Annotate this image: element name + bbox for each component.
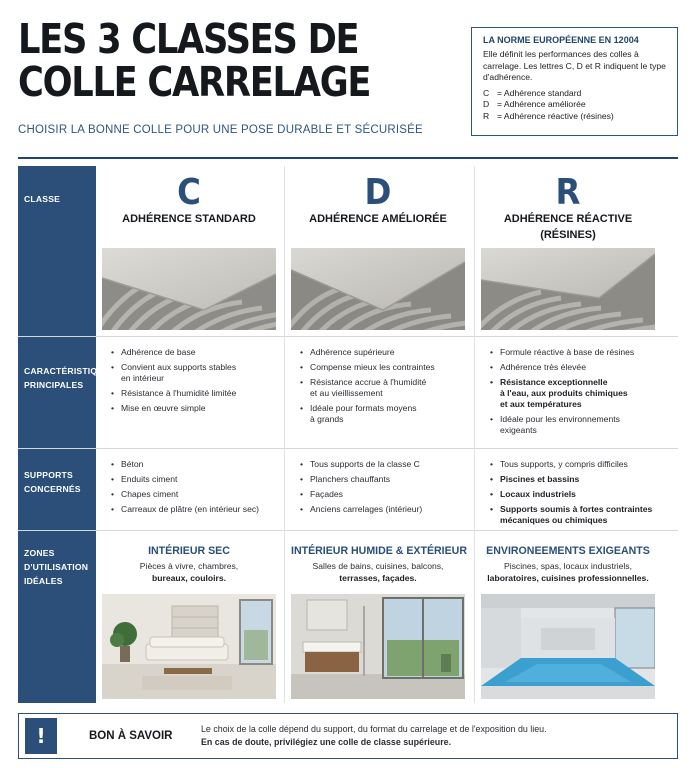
zone-line: Piscines, spas, locaux industriels, <box>503 561 632 571</box>
zone-title: ENVIRONEEMENTS EXIGEANTS <box>486 545 650 557</box>
zone-line-bold: terrasses, façades. <box>339 573 417 583</box>
zone-line: Salles de bains, cuisines, balcons, <box>312 561 444 571</box>
support-item: • Planchers chauffants <box>299 474 469 485</box>
row-label-caracteristiques: CARACTÉRISTIQUES PRINCIPALES <box>24 366 116 390</box>
row-label-supports: SUPPORTS CONCERNÉS <box>24 470 81 494</box>
feature-item: • Idéale pour formats moyens à grands <box>299 403 469 425</box>
feature-item: • Mise en œuvre simple <box>110 403 280 414</box>
footer-line-1: Le choix de la colle dépend du support, du format du carrelage et de l'exposition du lieu. <box>201 724 547 734</box>
zone-line-bold: laboratoires, cuisines professionnelles. <box>487 573 649 583</box>
class-column-c <box>102 166 292 703</box>
living-room-photo <box>102 594 276 699</box>
norm-description: Elle définit les performances des colles à carrelage. Les lettres C, D et R indiquent le type d'adhérence. <box>483 49 666 82</box>
zone-description <box>481 560 655 584</box>
title-line-2: COLLE CARRELAGE <box>18 58 371 106</box>
feature-item: • Compense mieux les contraintes <box>299 362 469 373</box>
class-letter: R <box>555 172 581 213</box>
norm-item-letter: C <box>483 88 490 99</box>
tile-adhesive-illustration <box>291 248 465 330</box>
support-item: • Tous supports, y compris difficiles <box>489 459 659 470</box>
feature-item: • Adhérence de base <box>110 347 280 358</box>
feature-item: • Convient aux supports stables en intérieur <box>110 362 280 384</box>
feature-item: • Résistance à l'humidité limitée <box>110 388 280 399</box>
zone-description <box>102 560 276 584</box>
class-column-d <box>291 166 481 703</box>
class-column-r <box>481 166 671 703</box>
class-letter: D <box>364 172 392 213</box>
feature-item: • Adhérence supérieure <box>299 347 469 358</box>
norm-item-letter: D <box>483 99 490 110</box>
features-list <box>489 347 659 440</box>
zone-line-bold: bureaux, couloirs. <box>151 573 227 583</box>
support-item: • Supports soumis à fortes contraintes mécaniques ou chimiques <box>489 504 659 526</box>
bathroom-photo <box>291 594 465 699</box>
feature-item: • Résistance exceptionnelle à l'eau, aux produits chimiques et aux températures <box>489 377 659 410</box>
row-label-zones: ZONES D'UTILISATION IDÉALES <box>24 548 89 586</box>
feature-item: • Formule réactive à base de résines <box>489 347 659 358</box>
feature-item: • Idéale pour les environnements exigeants <box>489 414 659 436</box>
info-footer <box>18 713 678 759</box>
class-name: ADHÉRENCE AMÉLIORÉE <box>309 213 447 225</box>
support-item: • Enduits ciment <box>110 474 280 485</box>
support-item: • Façades <box>299 489 469 500</box>
zone-title: INTÉRIEUR HUMIDE & EXTÉRIEUR <box>291 545 467 557</box>
norm-info-box <box>471 27 678 136</box>
support-item: • Carreaux de plâtre (en intérieur sec) <box>110 504 280 515</box>
norm-item <box>483 88 666 99</box>
support-item: • Chapes ciment <box>110 489 280 500</box>
features-list <box>110 347 280 418</box>
class-name: ADHÉRENCE STANDARD <box>122 213 256 225</box>
support-item: • Piscines et bassins <box>489 474 659 485</box>
classes-table <box>18 166 678 703</box>
row-label-classe: CLASSE <box>24 194 61 204</box>
supports-list <box>489 459 659 530</box>
footer-text <box>201 723 547 748</box>
page-title <box>18 15 396 106</box>
page-subtitle: CHOISIR LA BONNE COLLE POUR UNE POSE DURABLE ET SÉCURISÉE <box>18 124 423 136</box>
norm-item-text: = Adhérence améliorée <box>497 99 586 110</box>
support-item: • Locaux industriels <box>489 489 659 500</box>
feature-item: • Résistance accrue à l'humidité et au vieillissement <box>299 377 469 399</box>
warning-icon: ! <box>25 718 57 754</box>
norm-item-text: = Adhérence réactive (résines) <box>497 110 614 121</box>
zone-description <box>291 560 465 584</box>
tile-adhesive-illustration <box>481 248 655 330</box>
header-divider <box>18 157 678 159</box>
support-item: • Anciens carrelages (intérieur) <box>299 504 469 515</box>
feature-item: • Adhérence très élevée <box>489 362 659 373</box>
class-name: ADHÉRENCE RÉACTIVE (RÉSINES) <box>503 213 633 241</box>
footer-title: BON À SAVOIR <box>89 730 173 742</box>
support-item: • Béton <box>110 459 280 470</box>
row-labels-sidebar <box>18 166 116 703</box>
features-list <box>299 347 469 429</box>
swimming-pool-photo <box>481 594 655 699</box>
norm-item <box>483 111 666 122</box>
class-letter: C <box>177 172 201 213</box>
title-line-1: LES 3 CLASSES DE <box>18 15 359 63</box>
norm-item-text: = Adhérence standard <box>497 88 582 99</box>
zone-title: INTÉRIEUR SEC <box>148 545 230 557</box>
supports-list <box>110 459 280 519</box>
norm-title: LA NORME EUROPÉENNE EN 12004 <box>483 35 639 45</box>
supports-list <box>299 459 469 519</box>
norm-item-letter: R <box>483 110 490 121</box>
norm-item <box>483 99 666 110</box>
footer-line-2: En cas de doute, privilégiez une colle de classe supérieure. <box>201 736 452 747</box>
zone-line: Pièces à vivre, chambres, <box>139 561 239 571</box>
tile-adhesive-illustration <box>102 248 276 330</box>
support-item: • Tous supports de la classe C <box>299 459 469 470</box>
